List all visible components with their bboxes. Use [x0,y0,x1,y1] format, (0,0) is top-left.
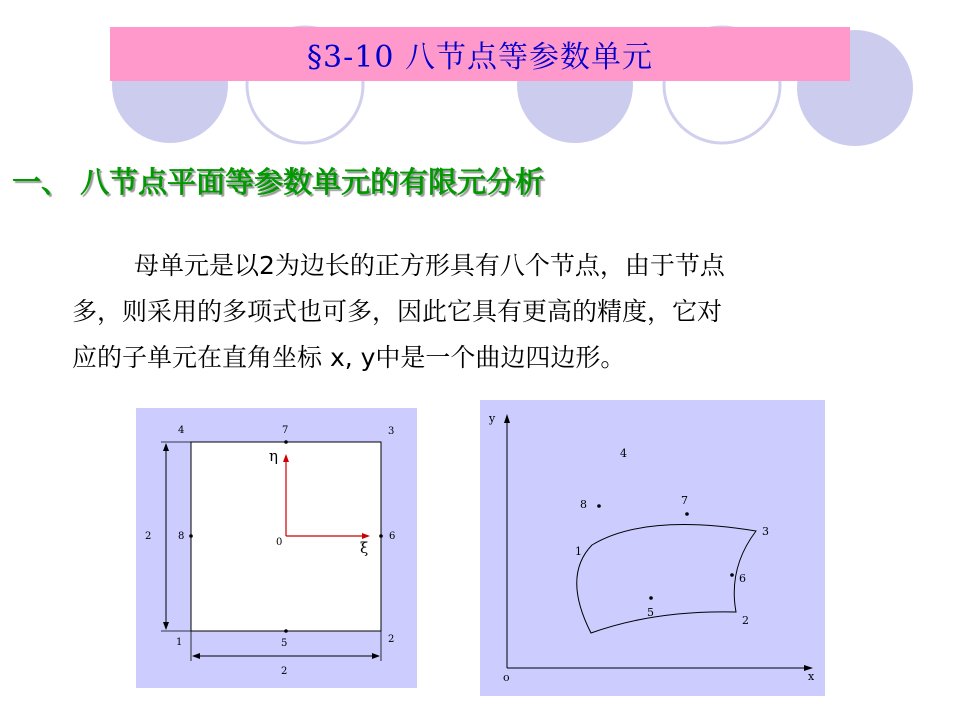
figure-background [480,400,825,696]
x-axis-label: x [808,670,815,683]
node-label-3: 3 [388,426,395,437]
node-label-8: 8 [178,531,185,542]
node-label-4: 4 [178,425,185,436]
node-label-1: 1 [575,545,582,558]
node-dot [685,512,689,516]
child-element-figure [480,400,825,696]
node-label-1: 1 [176,637,183,648]
node-label-3: 3 [762,525,769,538]
node-dot [189,534,193,538]
title-bar [110,27,850,81]
xi-label: ξ [360,539,369,557]
side-length-label-left: 2 [145,531,152,542]
node-dot [284,440,288,444]
node-label-7: 7 [681,494,688,507]
node-dot [597,504,601,508]
body-paragraph [72,243,922,381]
origin-label: o [503,671,510,684]
eta-label: η [269,447,278,465]
node-label-5: 5 [647,606,654,619]
node-dot [284,629,288,633]
node-label-5: 5 [281,638,288,649]
node-dot [649,596,653,600]
center-label: 0 [276,537,283,548]
node-dot [379,534,383,538]
node-label-6: 6 [739,572,746,585]
paragraph-line: 母单元是以2为边长的正方形具有八个节点，由于节点 [134,251,725,280]
slide-title: §3-10 八节点等参数单元 [307,40,653,75]
node-label-8: 8 [580,498,587,511]
node-dot [730,573,734,577]
side-length-label-bottom: 2 [281,666,288,677]
node-label-7: 7 [282,425,289,436]
section-heading: 一、 八节点平面等参数单元的有限元分析 [12,165,545,199]
node-label-2: 2 [742,614,749,627]
y-axis-label: y [489,412,496,425]
paragraph-line: 多，则采用的多项式也可多，因此它具有更高的精度，它对 [72,297,723,326]
parent-element-figure [136,408,417,688]
node-label-2: 2 [388,634,395,645]
paragraph-line: 应的子单元在直角坐标 x, y中是一个曲边四边形。 [72,343,626,372]
node-label-4: 4 [620,447,627,460]
node-label-6: 6 [389,531,396,542]
